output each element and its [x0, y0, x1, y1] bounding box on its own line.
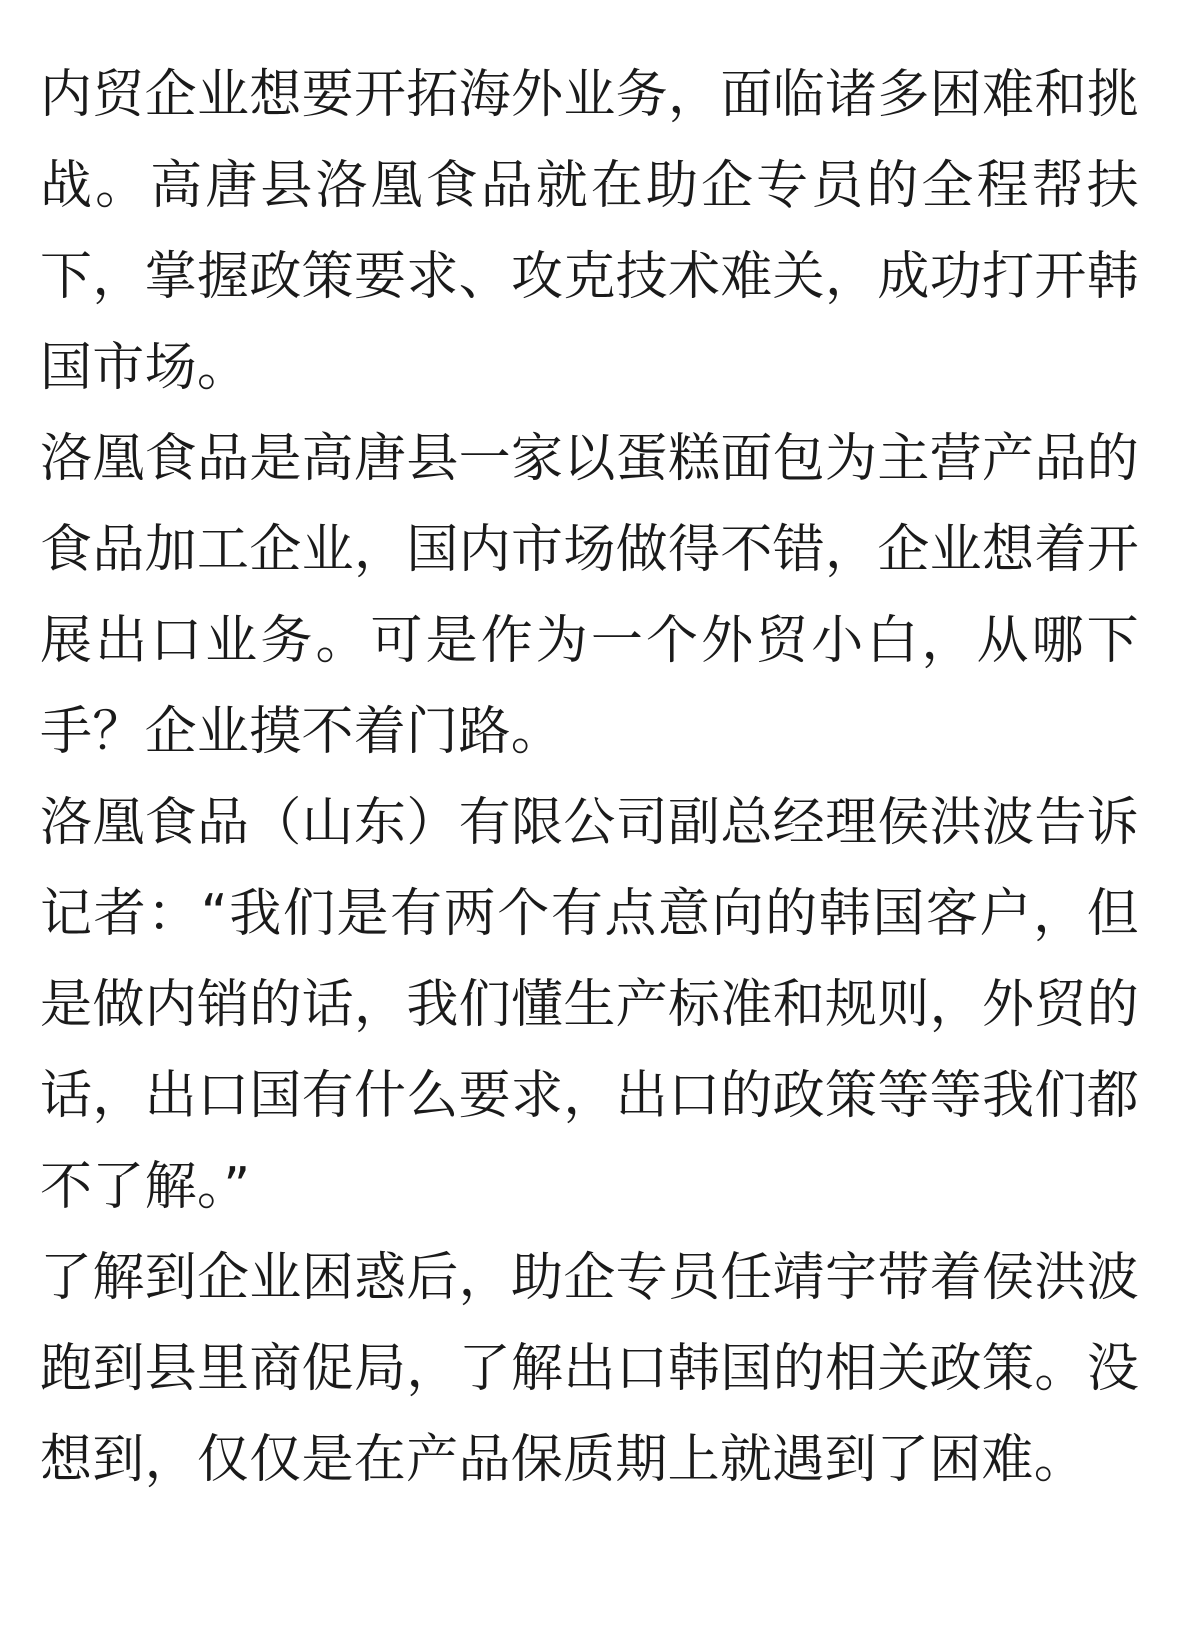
paragraph: 内贸企业想要开拓海外业务，面临诸多困难和挑战。高唐县洛凰食品就在助企专员的全程帮扶下，掌握政策要求、攻克技术难关，成功打开韩国市场。: [40, 65, 1139, 398]
paragraph: 洛凰食品是高唐县一家以蛋糕面包为主营产品的食品加工企业，国内市场做得不错，企业想着开展出口业务。可是作为一个外贸小白，从哪下手？企业摸不着门路。: [40, 429, 1139, 762]
paragraph: 洛凰食品（山东）有限公司副总经理侯洪波告诉记者：“我们是有两个有点意向的韩国客户，但是做内销的话，我们懂生产标准和规则，外贸的话，出口国有什么要求，出口的政策等等我们都不了解。”: [40, 793, 1139, 1217]
paragraph: 了解到企业困惑后，助企专员任靖宇带着侯洪波跑到县里商促局，了解出口韩国的相关政策。没想到，仅仅是在产品保质期上就遇到了困难。: [40, 1248, 1139, 1490]
